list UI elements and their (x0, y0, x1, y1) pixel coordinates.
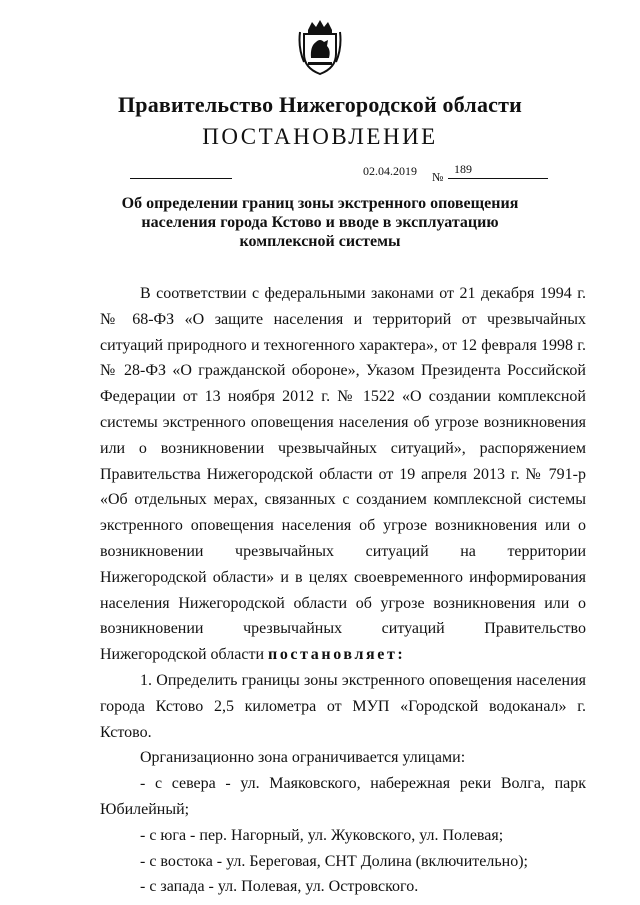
resolves-word: постановляет: (268, 646, 406, 664)
title-line: населения города Кстово и вводе в эксплуатацию (141, 214, 499, 231)
document-type: ПОСТАНОВЛЕНИЕ (202, 124, 438, 149)
document-body (100, 281, 586, 900)
preamble-paragraph (100, 281, 586, 668)
south-boundary: - с юга - пер. Нагорный, ул. Жуковского, ул. Полевая; (140, 826, 504, 844)
document-number: 189 (454, 162, 472, 176)
number-label: № (432, 170, 444, 184)
date-underline (130, 178, 232, 179)
north-boundary: - с севера - ул. Маяковского, набережная реки Волга, парк Юбилейный; (100, 775, 586, 818)
document-date: 02.04.2019 (363, 164, 417, 178)
government-name: Правительство Нижегородской области (117, 92, 522, 117)
coat-of-arms-emblem (298, 18, 342, 76)
preamble-text: В соответствии с федеральными законами от 21 декабря 1994 г. № 68-ФЗ «О защите населения и территорий от чрезвычайных ситуаций природного и техногенного характера», от 12 февраля 1998 г. № 28-ФЗ «О гражданской обороне», Указом Президента Российской Федерации от 13 ноября 2012 г. № 1522 «О создании комплексной системы экстренного оповещения населения об угрозе возникновения или о возникновении чрезвычайных ситуаций», распоряжением Правительства Нижегородской области от 19 апреля 2013 г. № 791-р «Об отдельных мерах, связанных с созданием комплексной системы экстренного оповещения населения об угрозе возникновения или о возникновении чрезвычайных ситуаций на территории Нижегородской области» и в целях своевременного информирования населения Нижегородской области об угрозе возникновения или о возникновении чрезвычайных ситуаций Правительство Нижегородской области (100, 285, 586, 664)
east-boundary: - с востока - ул. Береговая, СНТ Долина (включительно); (140, 852, 528, 870)
west-boundary: - с запада - ул. Полевая, ул. Островского. (140, 878, 419, 896)
zone-intro-paragraph: Организационно зона ограничивается улицами: (140, 749, 466, 767)
title-line: комплексной системы (239, 233, 401, 250)
title-line: Об определении границ зоны экстренного оповещения (121, 195, 519, 212)
number-underline (448, 178, 548, 179)
document-title (110, 194, 530, 251)
item-1-paragraph: 1. Определить границы зоны экстренного оповещения населения города Кстово 2,5 километра от МУП «Городской водоканал» г. Кстово. (100, 671, 586, 741)
